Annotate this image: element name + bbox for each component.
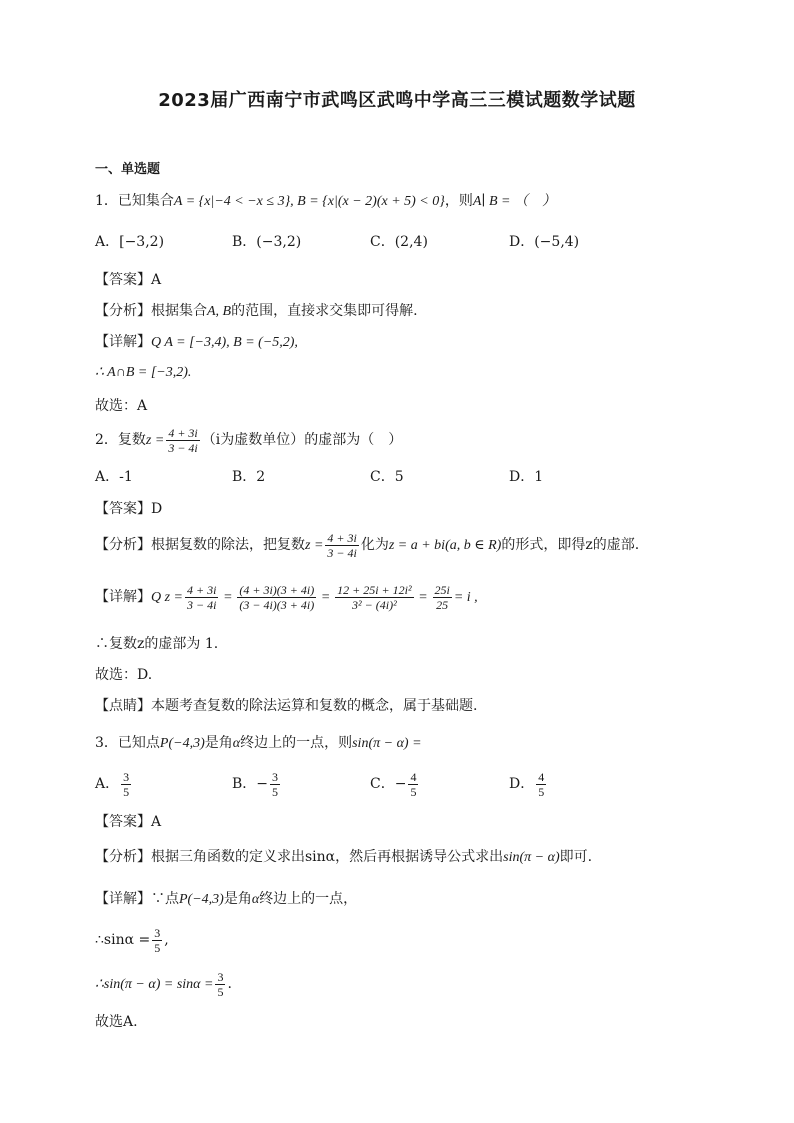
- q3-detail: [95, 889, 357, 910]
- q2-analysis-z: z =: [305, 538, 324, 553]
- q2-analysis-post: 的形式，即得z的虚部.: [501, 537, 640, 553]
- q3-option-c-fraction: [408, 770, 418, 799]
- q3-line3-fraction: [215, 970, 225, 999]
- q2-analysis-pre: 根据复数的除法，把复数: [151, 537, 305, 553]
- question-3-stem: [95, 733, 422, 754]
- q2-answer-value: D: [151, 501, 163, 517]
- q3-conclusion: [95, 966, 232, 1003]
- q2-z-eq: z =: [145, 433, 165, 448]
- q2-option-b: B．2: [232, 469, 266, 485]
- answer-tag: 【答案】: [95, 272, 151, 288]
- q2-detail-frac3-den: 25: [436, 597, 449, 612]
- q3-option-b-sign: −: [256, 776, 269, 792]
- q2-detail-frac3-num: 25i: [434, 582, 450, 597]
- detail-tag: 【详解】: [95, 334, 151, 350]
- q3-line3-num: 3: [217, 969, 224, 984]
- q3-option-d-fraction: [536, 770, 546, 799]
- q2-comment: [95, 696, 477, 716]
- q3-option-c-sign: −: [394, 776, 407, 792]
- q2-analysis-mid: 化为: [360, 537, 389, 553]
- q1-option-a: A．[−3,2): [95, 234, 165, 250]
- q3-line3-den: 5: [217, 984, 224, 999]
- q3-analysis-pre: 根据三角函数的定义求出sinα，然后再根据诱导公式求出: [151, 849, 504, 865]
- q3-option-a-num: 3: [123, 769, 130, 784]
- comment-tag: 【点睛】: [95, 698, 151, 714]
- q3-option-a-fraction: [121, 770, 131, 799]
- q3-choose: 故选A.: [95, 1014, 138, 1030]
- q1-detail: [95, 332, 298, 353]
- q3-option-a-label: A．: [95, 776, 120, 792]
- q1-stem-pre: 1．已知集合: [95, 193, 174, 209]
- q2-fraction-den: 3 − 4i: [168, 440, 198, 455]
- q2-detail: 【详解】Q z = $\frac{4 + 3i}{3 - 4i}$ = $\frac{(4 + 3i)(3 + 4i)}{(3 - 4i)(3 + 4i)}$ = $\frac{\text{12 + 25i + 12i²}}{\text{3² − (4i)²}}$ = $\frac{25i}{25}$ = i ,: [95, 582, 478, 612]
- q3-option-c-den: 5: [410, 784, 417, 799]
- q2-stem-pre: 2．复数: [95, 432, 146, 448]
- q1-choose: 故选：A: [95, 398, 148, 414]
- q2-detail-pre: Q z =: [151, 590, 184, 605]
- q2-detail-frac0: [185, 583, 218, 612]
- q1-analysis-pre: 根据集合: [151, 303, 207, 319]
- q2-answer: [95, 499, 162, 519]
- section-heading: 一、单选题: [95, 162, 161, 177]
- q3-sin-value: [95, 922, 169, 958]
- analysis-tag: 【分析】: [95, 849, 151, 865]
- q2-detail-result: = i ,: [453, 590, 478, 605]
- q1-analysis-var: A, B: [207, 304, 232, 319]
- q2-detail-frac0-num: 4 + 3i: [187, 582, 217, 597]
- analysis-tag: 【分析】: [95, 537, 151, 553]
- q1-analysis: [95, 301, 418, 322]
- q3-option-b-num: 3: [272, 769, 279, 784]
- q2-detail-frac1-den: (3 − 4i)(3 + 4i): [239, 597, 315, 612]
- q2-analysis-form: z = a + bi(a, b ∈ R): [388, 538, 502, 553]
- q2-detail-frac3: [433, 583, 452, 612]
- q3-line3-post: .: [227, 976, 232, 992]
- q1-option-d: D．(−5,4): [509, 234, 580, 250]
- q1-option-b: B．(−3,2): [232, 234, 302, 250]
- q1-stem-post: ，则: [444, 193, 473, 209]
- q3-option-a-den: 5: [123, 784, 130, 799]
- q3-expression: sin(π − α) =: [352, 736, 422, 751]
- q1-option-c: C．(2,4): [370, 234, 428, 250]
- answer-tag: 【答案】: [95, 501, 151, 517]
- q3-option-d-num: 4: [538, 769, 545, 784]
- q2-detail-frac2-num: 12 + 25i + 12i²: [337, 582, 412, 597]
- q3-line2-num: 3: [154, 925, 161, 940]
- q3-detail-pre: ∵点: [151, 891, 179, 907]
- detail-tag: 【详解】: [95, 891, 151, 907]
- q2-analysis-fraction: [325, 531, 358, 560]
- q3-stem-mid: 是角: [204, 735, 233, 751]
- q2-fraction-num: 4 + 3i: [168, 425, 198, 440]
- q1-stem-tail: A∣ B = （ ）: [472, 194, 556, 209]
- q1-answer: [95, 270, 161, 290]
- q3-option-b-label: B．: [232, 776, 257, 792]
- q1-answer-value: A: [151, 272, 162, 288]
- q3-answer-value: A: [151, 814, 162, 830]
- q3-stem-pre: 3．已知点: [95, 735, 160, 751]
- q3-analysis-expr: sin(π − α): [503, 850, 560, 865]
- q2-therefore: ∴复数z的虚部为 1.: [95, 636, 219, 652]
- q3-line2-fraction: [152, 926, 162, 955]
- q3-option-c-label: C．: [370, 776, 395, 792]
- q2-option-c: C．5: [370, 469, 404, 485]
- q2-choose: 故选：D.: [95, 667, 153, 683]
- page-title: 2023届广西南宁市武鸣区武鸣中学高三三模试题数学试题: [158, 90, 636, 111]
- q1-analysis-post: 的范围，直接求交集即可得解.: [231, 303, 418, 319]
- q3-detail-point: P(−4,3): [179, 892, 224, 907]
- q3-line2-post: ,: [164, 932, 169, 948]
- q3-option-d-label: D．: [509, 776, 535, 792]
- q3-line3-pre: ∴sin(π − α) = sinα =: [95, 977, 214, 992]
- q2-detail-frac1-num: (4 + 3i)(3 + 4i): [239, 582, 315, 597]
- q3-option-b-den: 5: [272, 784, 279, 799]
- q2-comment-text: 本题考查复数的除法运算和复数的概念，属于基础题.: [151, 698, 478, 714]
- q3-detail-alpha: α: [251, 892, 260, 907]
- q3-line2-pre: ∴sinα =: [95, 932, 151, 948]
- q1-detail-text: Q A = [−3,4), B = (−5,2),: [151, 335, 298, 350]
- q3-option-d: [509, 766, 548, 802]
- q2-detail-frac0-den: 3 − 4i: [187, 597, 217, 612]
- q2-analysis-den: 3 − 4i: [327, 545, 357, 560]
- q2-detail-frac1: [237, 583, 316, 612]
- q3-option-c-num: 4: [410, 769, 417, 784]
- analysis-tag: 【分析】: [95, 303, 151, 319]
- q3-line2-den: 5: [154, 940, 161, 955]
- q3-analysis-post: 即可.: [559, 849, 593, 865]
- q2-detail-frac2: [335, 583, 413, 612]
- q2-option-d: D．1: [509, 469, 544, 485]
- q3-option-b-fraction: [270, 770, 280, 799]
- q3-stem-post: 终边上的一点，则: [240, 735, 353, 751]
- q2-option-a: A．-1: [95, 469, 133, 485]
- answer-tag: 【答案】: [95, 814, 151, 830]
- q3-detail-post: 终边上的一点，: [259, 891, 358, 907]
- q3-option-b: [232, 766, 282, 802]
- q1-therefore: ∴ A∩B = [−3,2).: [95, 365, 192, 380]
- q2-analysis: [95, 527, 639, 564]
- q3-detail-mid: 是角: [223, 891, 252, 907]
- q3-option-c: [370, 766, 420, 802]
- q3-option-a: [95, 766, 133, 802]
- q1-set-definition: A = {x|−4 < −x ≤ 3}, B = {x|(x − 2)(x + 5) < 0}: [173, 194, 445, 209]
- detail-tag: 【详解】: [95, 589, 151, 605]
- q3-answer: [95, 812, 161, 832]
- q3-analysis: [95, 847, 592, 868]
- q2-analysis-num: 4 + 3i: [327, 530, 357, 545]
- q2-detail-frac2-den: 3² − (4i)²: [352, 597, 397, 612]
- q3-option-d-den: 5: [538, 784, 545, 799]
- question-1-stem: [95, 191, 556, 212]
- q3-alpha: α: [232, 736, 241, 751]
- q3-point: P(−4,3): [159, 736, 205, 751]
- q2-fraction: [166, 426, 199, 455]
- question-2-stem: [95, 422, 402, 459]
- q2-stem-post: （i为虚数单位）的虚部为（ ）: [201, 432, 403, 448]
